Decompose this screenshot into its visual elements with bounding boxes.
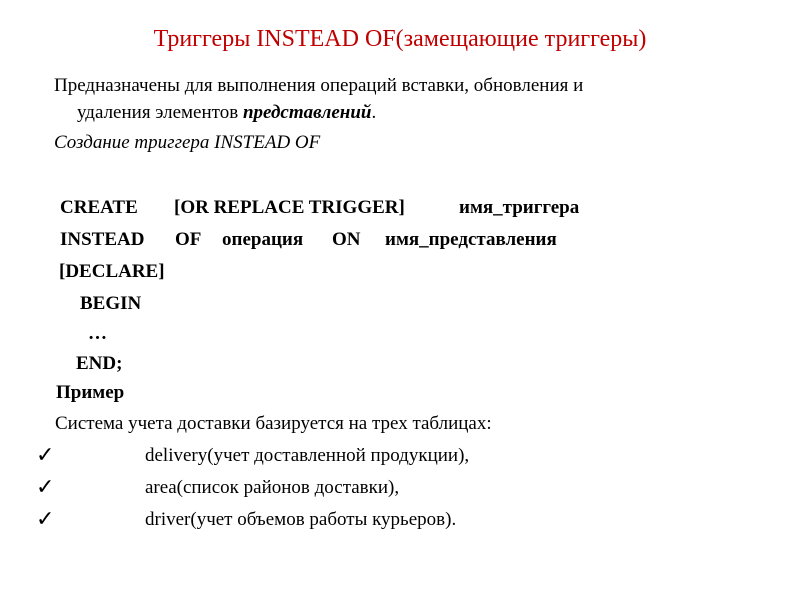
intro-line-2-suffix: . — [371, 102, 377, 123]
list-item-driver: driver(учет объемов работы курьеров). — [145, 509, 457, 530]
syntax-create-kw: CREATE — [60, 197, 138, 218]
syntax-ellipsis: … — [88, 323, 107, 344]
syntax-begin: BEGIN — [80, 293, 142, 314]
syntax-end: END; — [76, 353, 123, 374]
syntax-trigger-name-param: имя_триггера — [459, 197, 580, 218]
example-text: Система учета доставки базируется на трех таблицах: — [55, 413, 492, 434]
list-item-area: area(список районов доставки), — [145, 477, 400, 498]
create-heading: Создание триггера INSTEAD OF — [54, 132, 321, 153]
slide-title: Триггеры INSTEAD OF(замещающие триггеры) — [153, 26, 647, 52]
syntax-of-kw: OF — [175, 229, 202, 250]
syntax-on-kw: ON — [332, 229, 361, 250]
list-item-delivery: delivery(учет доставленной продукции), — [145, 445, 470, 466]
check-icon: ✓ — [36, 507, 55, 532]
syntax-instead-kw: INSTEAD — [60, 229, 145, 250]
syntax-declare: [DECLARE] — [59, 261, 165, 282]
intro-line-1: Предназначены для выполнения операций вставки, обновления и — [54, 75, 584, 96]
intro-line-2-prefix: удаления элементов — [77, 102, 243, 123]
intro-line-2 — [77, 101, 376, 125]
intro-emphasis-views: представлений — [242, 102, 372, 123]
syntax-or-replace-kw: [OR REPLACE TRIGGER] — [174, 197, 405, 218]
syntax-view-name-param: имя_представления — [385, 229, 557, 250]
example-label: Пример — [56, 382, 125, 403]
check-icon: ✓ — [36, 475, 55, 500]
check-icon: ✓ — [36, 443, 55, 468]
syntax-operation-param: операция — [222, 229, 304, 250]
